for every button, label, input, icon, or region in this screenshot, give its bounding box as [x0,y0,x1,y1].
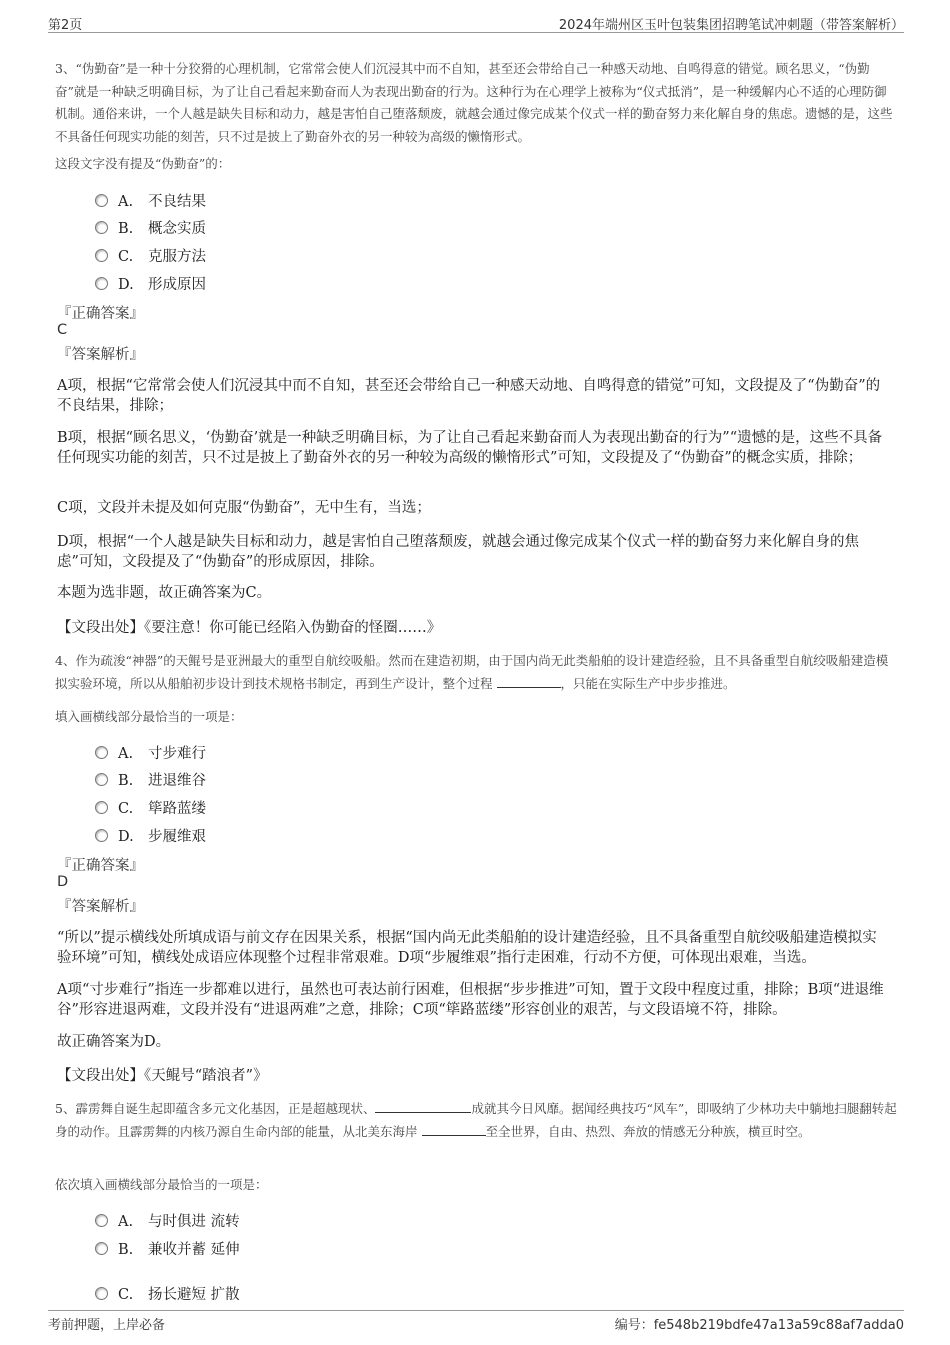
option-letter: B. [118,1242,134,1258]
radio-icon[interactable] [95,194,108,207]
document-id: 编号：fe548b219bdfe47a13a59c88af7adda0 [614,1318,904,1333]
analysis-label: 『答案解析』 [57,347,144,363]
option-letter: C. [118,801,134,817]
option-text: 扬长避短 扩散 [148,1287,240,1303]
option-letter: C. [118,249,134,265]
question-3-prompt: 这段文字没有提及“伪勤奋”的： [55,156,231,171]
analysis-label: 『答案解析』 [57,899,144,915]
q4-option-d[interactable] [95,825,206,846]
option-letter: A. [118,194,134,210]
option-text: 兼收并蓄 延伸 [148,1242,240,1258]
option-text: 寸步难行 [148,746,206,762]
option-letter: A. [118,1214,134,1230]
option-letter: D. [118,829,134,845]
correct-answer: C [57,322,68,338]
q3-option-b[interactable] [95,217,206,238]
fill-blank [422,1123,486,1136]
correct-answer: D [57,874,69,890]
analysis-paragraph: A项，根据“它常常会使人们沉浸其中而不自知，甚至还会带给自己一种感天动地、自鸣得意的错觉”可知，文段提及了“伪勤奋”的不良结果，排除； [57,378,881,414]
option-letter: D. [118,277,134,293]
q4-option-c[interactable] [95,797,206,818]
question-3-text: 3、“伪勤奋”是一种十分狡猾的心理机制，它常常会使人们沉浸其中而不自知，甚至还会带给自己一种感天动地、自鸣得意的错觉。顾名思义，“伪勤奋”就是一种缺乏明确目标，为了让自己看起来勤奋而人为表现出勤奋的行为。这种行为在心理学上被称为“仪式抵消”，是一种缓解内心不适的心理防御机制。通俗来讲，一个人越是缺失目标和动力，越是害怕自己堕落颓废，就越会通过像完成某个仪式一样的勤奋努力来化解自身的焦虑。遗憾的是，这些不具备任何现实功能的刻苦，只不过是披上了勤奋外衣的另一种较为高级的懒惰形式。 [55,61,893,144]
radio-icon[interactable] [95,1214,108,1227]
analysis-conclusion: 本题为选非题，故正确答案为C。 [57,585,272,601]
option-text: 不良结果 [148,194,206,210]
answer-label: 『正确答案』 [57,858,144,874]
option-text: 克服方法 [148,249,206,265]
radio-icon[interactable] [95,746,108,759]
source-citation: 【文段出处】《天鲲号“踏浪者”》 [57,1068,268,1084]
analysis-paragraph: B项，根据“顾名思义，‘伪勤奋’就是一种缺乏明确目标，为了让自己看起来勤奋而人为表现出勤奋的行为”“遗憾的是，这些不具备任何现实功能的刻苦，只不过是披上了勤奋外衣的另一种较为高级的懒惰形式”可知，文段提及了“伪勤奋”的概念实质，排除； [57,430,883,466]
option-text: 进退维谷 [148,773,206,789]
option-text: 与时俱进 流转 [148,1214,240,1230]
analysis-paragraph: D项，根据“一个人越是缺失目标和动力，越是害怕自己堕落颓废，就越会通过像完成某个仪式一样的勤奋努力来化解自身的焦虑”可知，文段提及了“伪勤奋”的形成原因，排除。 [57,534,860,570]
question-5-prompt: 依次填入画横线部分最恰当的一项是： [55,1177,268,1192]
option-text: 筚路蓝缕 [148,801,206,817]
option-text: 形成原因 [148,277,206,293]
header-divider [48,32,904,33]
analysis-paragraph: C项，文段并未提及如何克服“伪勤奋”，无中生有，当选； [57,500,431,516]
option-letter: B. [118,221,134,237]
radio-icon[interactable] [95,829,108,842]
q5-option-a[interactable] [95,1210,240,1231]
q4-option-a[interactable] [95,742,206,763]
radio-icon[interactable] [95,1242,108,1255]
footer-divider [48,1310,904,1311]
footer-slogan: 考前押题，上岸必备 [48,1318,166,1333]
q5-option-b[interactable] [95,1238,240,1259]
analysis-paragraph: A项“寸步难行”指连一步都难以进行，虽然也可表达前行困难，但根据“步步推进”可知，置于文段中程度过重，排除；B项“进退维谷”形容进退两难，文段并没有“进退两难”之意，排除；C项“筚路蓝缕”形容创业的艰苦，与文段语境不符，排除。 [57,982,884,1018]
radio-icon[interactable] [95,221,108,234]
q3-option-d[interactable] [95,273,206,294]
fill-blank [375,1100,471,1113]
option-letter: C. [118,1287,134,1303]
option-letter: B. [118,773,134,789]
q4-option-b[interactable] [95,769,206,790]
radio-icon[interactable] [95,277,108,290]
q5-option-c[interactable] [95,1283,240,1304]
option-text: 步履维艰 [148,829,206,845]
radio-icon[interactable] [95,249,108,262]
radio-icon[interactable] [95,801,108,814]
question-4-text: 4、作为疏浚“神器”的天鲲号是亚洲最大的重型自航绞吸船。然而在建造初期，由于国内尚无此类船舶的设计建造经验，且不具备重型自航绞吸船建造模拟实验环境，所以从船舶初步设计到技术规格书制定，再到生产设计，整个过程 ，只能在实际生产中步步推进。 [55,653,889,691]
document-title: 2024年端州区玉叶包装集团招聘笔试冲刺题（带答案解析） [558,18,904,33]
analysis-conclusion: 故正确答案为D。 [57,1034,171,1050]
page-number: 第2页 [48,18,83,33]
fill-blank [497,675,561,688]
answer-label: 『正确答案』 [57,306,144,322]
q3-option-c[interactable] [95,245,206,266]
source-citation: 【文段出处】《要注意！你可能已经陷入伪勤奋的怪圈……》 [57,620,442,636]
radio-icon[interactable] [95,1287,108,1300]
q3-option-a[interactable] [95,190,206,211]
question-4-prompt: 填入画横线部分最恰当的一项是： [55,709,243,724]
analysis-paragraph: “所以”提示横线处所填成语与前文存在因果关系，根据“国内尚无此类船舶的设计建造经验，且不具备重型自航绞吸船建造模拟实验环境”可知，横线处成语应体现整个过程非常艰难。D项“步履维艰”指行走困难，行动不方便，可体现出艰难，当选。 [57,930,877,966]
radio-icon[interactable] [95,773,108,786]
question-5-text: 5、霹雳舞自诞生起即蕴含多元文化基因，正是超越现状、 成就其今日风靡。据闻经典技巧“风车”，即吸纳了少林功夫中躺地扫腿翻转起身的动作。且霹雳舞的内核乃源自生命内部的能量，从北美东海岸 至全世界，自由、热烈、奔放的情感无分种族，横亘时空。 [55,1101,897,1139]
option-letter: A. [118,746,134,762]
option-text: 概念实质 [148,221,206,237]
